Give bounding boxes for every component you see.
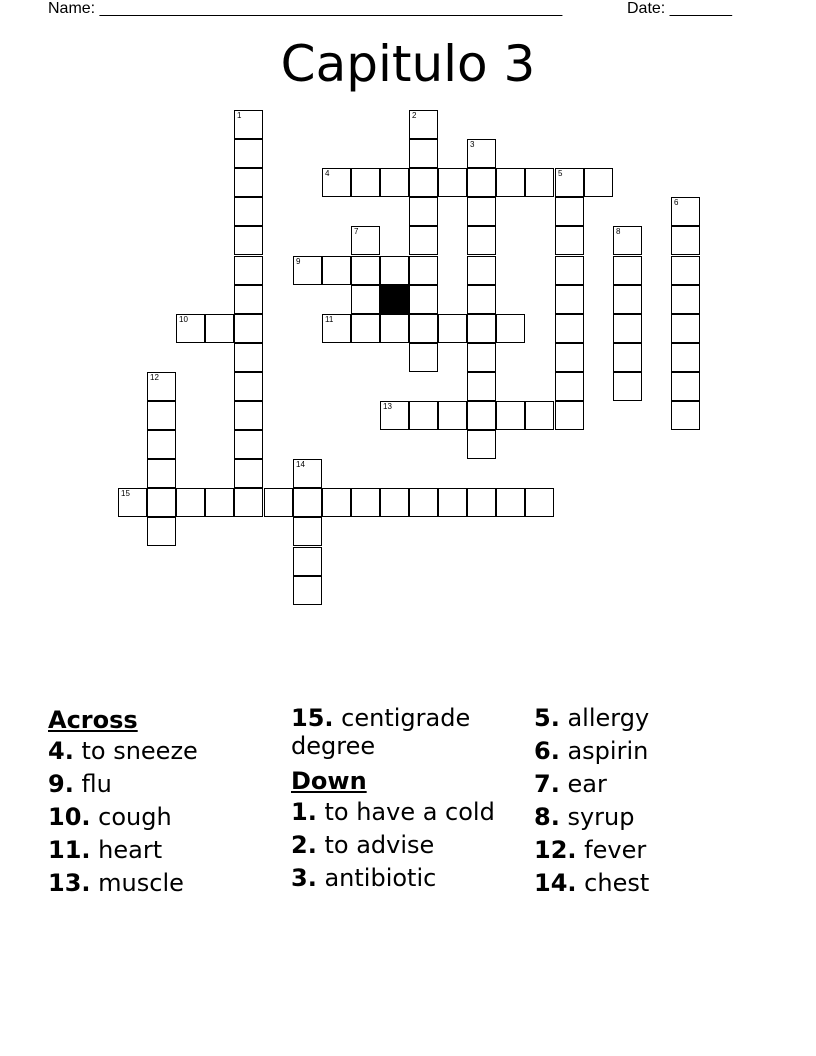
grid-cell[interactable] (409, 285, 438, 314)
grid-cell[interactable] (322, 314, 351, 343)
down-heading: Down (291, 767, 367, 795)
clue-number: 8 (616, 227, 621, 236)
grid-cell[interactable] (438, 401, 467, 430)
grid-cell[interactable] (234, 343, 263, 372)
clue-across-11: 11. heart (48, 836, 163, 864)
name-line[interactable]: ____________________________________________________ (99, 0, 563, 17)
grid-cell[interactable] (409, 139, 438, 168)
grid-cell[interactable] (147, 488, 176, 517)
grid-cell[interactable] (671, 226, 700, 255)
grid-cell[interactable] (351, 226, 380, 255)
grid-cell[interactable] (496, 401, 525, 430)
grid-cell[interactable] (467, 226, 496, 255)
clue-column-2 (291, 704, 506, 897)
clue-across-10: 10. cough (48, 803, 172, 831)
grid-cell[interactable] (351, 256, 380, 285)
page-title: Capitulo 3 (280, 35, 536, 93)
grid-cell[interactable] (671, 343, 700, 372)
grid-cell[interactable] (234, 226, 263, 255)
grid-cell[interactable] (234, 285, 263, 314)
grid-cell[interactable] (525, 168, 554, 197)
grid-cell[interactable] (380, 168, 409, 197)
grid-cell[interactable] (467, 488, 496, 517)
grid-cell[interactable] (409, 401, 438, 430)
grid-cell[interactable] (147, 372, 176, 401)
clue-down-14: 14. chest (534, 869, 650, 897)
clue-number: 14 (296, 460, 305, 469)
grid-cell[interactable] (293, 256, 322, 285)
grid-cell[interactable] (205, 488, 234, 517)
grid-cell[interactable] (147, 430, 176, 459)
clue-number: 5 (558, 169, 563, 178)
grid-cell[interactable] (555, 226, 584, 255)
clue-down-7: 7. ear (534, 770, 607, 798)
grid-cell[interactable] (234, 430, 263, 459)
clue-column-3 (534, 704, 764, 902)
grid-cell[interactable] (234, 401, 263, 430)
grid-cell[interactable] (584, 168, 613, 197)
grid-cell[interactable] (671, 285, 700, 314)
grid-cell[interactable] (467, 168, 496, 197)
grid-cell[interactable] (147, 459, 176, 488)
clue-number: 12 (150, 373, 159, 382)
grid-cell[interactable] (293, 547, 322, 576)
grid-cell[interactable] (234, 314, 263, 343)
grid-cell[interactable] (467, 197, 496, 226)
grid-cell[interactable] (496, 488, 525, 517)
grid-cell[interactable] (613, 372, 642, 401)
grid-cell[interactable] (409, 168, 438, 197)
grid-cell[interactable] (613, 285, 642, 314)
grid-cell[interactable] (409, 226, 438, 255)
grid-cell[interactable] (671, 256, 700, 285)
grid-cell[interactable] (293, 459, 322, 488)
grid-cell[interactable] (467, 401, 496, 430)
clue-across-9: 9. flu (48, 770, 112, 798)
grid-cell[interactable] (234, 256, 263, 285)
grid-cell[interactable] (351, 285, 380, 314)
date-label: Date: (627, 0, 666, 17)
grid-cell[interactable] (234, 488, 263, 517)
grid-cell[interactable] (496, 314, 525, 343)
clue-down-12: 12. fever (534, 836, 647, 864)
grid-cell[interactable] (671, 197, 700, 226)
clue-across-15: 15. centigrade degree (291, 704, 471, 760)
clue-down-5: 5. allergy (534, 704, 650, 732)
grid-cell[interactable] (234, 110, 263, 139)
grid-cell[interactable] (555, 372, 584, 401)
grid-cell[interactable] (351, 488, 380, 517)
grid-cell[interactable] (322, 256, 351, 285)
grid-cell[interactable] (613, 314, 642, 343)
grid-cell[interactable] (467, 372, 496, 401)
name-label: Name: (48, 0, 96, 17)
date-line[interactable]: _______ (669, 0, 732, 17)
clue-column-1 (48, 704, 278, 902)
grid-cell[interactable] (409, 343, 438, 372)
clue-number: 6 (674, 198, 679, 207)
grid-cell[interactable] (322, 488, 351, 517)
grid-cell[interactable] (467, 314, 496, 343)
grid-cell[interactable] (380, 314, 409, 343)
grid-cell[interactable] (293, 517, 322, 546)
grid-cell[interactable] (234, 168, 263, 197)
clue-number: 15 (121, 489, 130, 498)
grid-cell[interactable] (409, 110, 438, 139)
grid-cell[interactable] (351, 168, 380, 197)
grid-cell[interactable] (234, 372, 263, 401)
clue-number: 7 (354, 227, 359, 236)
grid-cell[interactable] (671, 314, 700, 343)
grid-cell[interactable] (525, 488, 554, 517)
grid-cell[interactable] (409, 197, 438, 226)
grid-cell[interactable] (555, 285, 584, 314)
grid-cell[interactable] (555, 343, 584, 372)
grid-cell[interactable] (409, 488, 438, 517)
grid-cell[interactable] (613, 226, 642, 255)
grid-cell[interactable] (467, 139, 496, 168)
clue-number: 13 (383, 402, 392, 411)
clue-number: 10 (179, 315, 188, 324)
grid-cell[interactable] (496, 168, 525, 197)
grid-cell[interactable] (671, 372, 700, 401)
clue-across-13: 13. muscle (48, 869, 184, 897)
clue-number: 11 (325, 315, 334, 324)
grid-cell[interactable] (409, 314, 438, 343)
grid-cell[interactable] (555, 197, 584, 226)
grid-cell[interactable] (380, 401, 409, 430)
grid-cell[interactable] (380, 256, 409, 285)
across-heading: Across (48, 706, 138, 734)
grid-cell[interactable] (380, 488, 409, 517)
grid-cell[interactable] (671, 401, 700, 430)
grid-cell[interactable] (555, 314, 584, 343)
grid-cell[interactable] (555, 401, 584, 430)
clue-down-1: 1. to have a cold (291, 798, 495, 826)
grid-cell[interactable] (176, 488, 205, 517)
grid-cell[interactable] (234, 459, 263, 488)
grid-cell[interactable] (147, 517, 176, 546)
blocked-cell (380, 285, 409, 314)
clue-across-4: 4. to sneeze (48, 737, 198, 765)
clue-number: 3 (470, 140, 475, 149)
clue-down-3: 3. antibiotic (291, 864, 437, 892)
grid-cell[interactable] (467, 285, 496, 314)
grid-cell[interactable] (264, 488, 293, 517)
clue-down-2: 2. to advise (291, 831, 435, 859)
grid-cell[interactable] (147, 401, 176, 430)
grid-cell[interactable] (525, 401, 554, 430)
grid-cell[interactable] (409, 256, 438, 285)
grid-cell[interactable] (467, 256, 496, 285)
clue-number: 1 (237, 111, 242, 120)
grid-cell[interactable] (293, 488, 322, 517)
grid-cell[interactable] (438, 314, 467, 343)
grid-cell[interactable] (205, 314, 234, 343)
grid-cell[interactable] (555, 256, 584, 285)
grid-cell[interactable] (322, 168, 351, 197)
clue-number: 4 (325, 169, 330, 178)
grid-cell[interactable] (293, 576, 322, 605)
grid-cell[interactable] (234, 139, 263, 168)
grid-cell[interactable] (176, 314, 205, 343)
grid-cell[interactable] (555, 168, 584, 197)
grid-cell[interactable] (438, 488, 467, 517)
grid-cell[interactable] (613, 256, 642, 285)
grid-cell[interactable] (438, 168, 467, 197)
clue-down-8: 8. syrup (534, 803, 635, 831)
clue-number: 9 (296, 257, 301, 266)
grid-cell[interactable] (467, 430, 496, 459)
grid-cell[interactable] (613, 343, 642, 372)
grid-cell[interactable] (234, 197, 263, 226)
clue-down-6: 6. aspirin (534, 737, 649, 765)
grid-cell[interactable] (351, 314, 380, 343)
grid-cell[interactable] (118, 488, 147, 517)
grid-cell[interactable] (467, 343, 496, 372)
clue-number: 2 (412, 111, 417, 120)
